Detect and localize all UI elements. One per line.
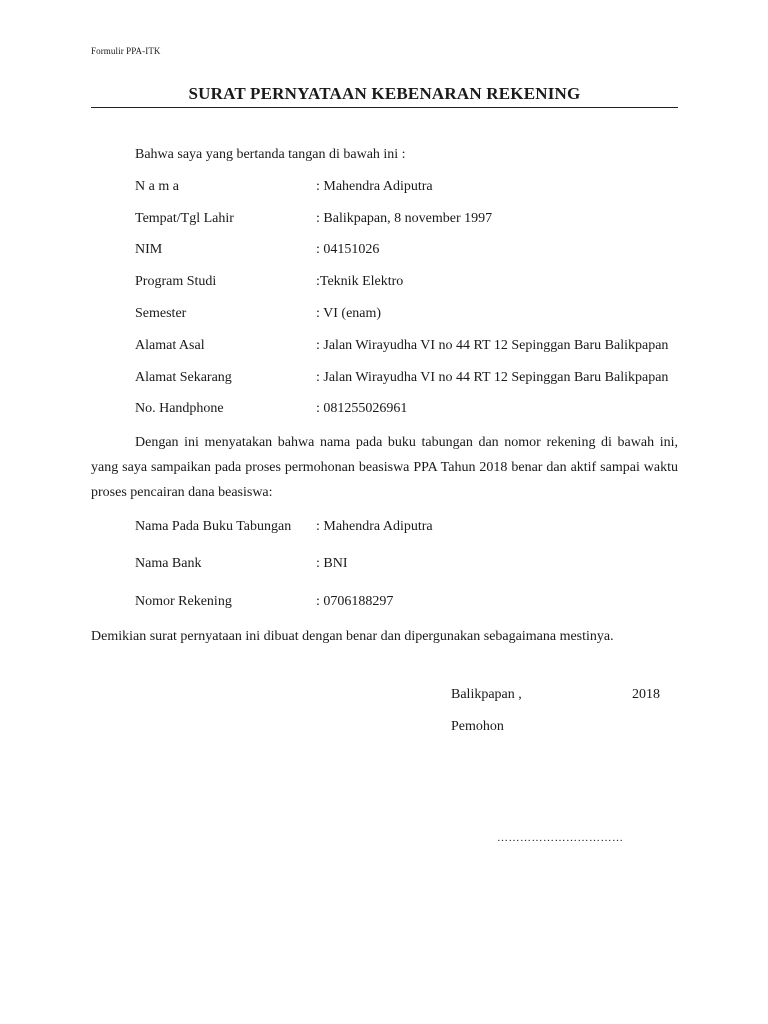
identity-label: Program Studi xyxy=(135,274,217,289)
form-code: Formulir PPA-ITK xyxy=(91,46,161,56)
identity-value: : Jalan Wirayudha VI no 44 RT 12 Sepinggan Baru Balikpapan xyxy=(316,370,669,385)
closing-text: Demikian surat pernyataan ini dibuat dengan benar dan dipergunakan sebagaimana mestinya. xyxy=(91,629,614,644)
intro-text: Bahwa saya yang bertanda tangan di bawah ini : xyxy=(135,147,406,162)
identity-label: NIM xyxy=(135,242,163,257)
identity-label: Tempat/Tgl Lahir xyxy=(135,211,234,226)
signature-line: …………………………… xyxy=(497,832,624,844)
bank-value: : 0706188297 xyxy=(316,594,394,609)
bank-value: : Mahendra Adiputra xyxy=(316,519,433,534)
identity-value: : Jalan Wirayudha VI no 44 RT 12 Sepinggan Baru Balikpapan xyxy=(316,338,669,353)
bank-label: Nomor Rekening xyxy=(135,594,232,609)
bank-label: Nama Pada Buku Tabungan xyxy=(135,519,292,534)
bank-value: : BNI xyxy=(316,556,348,571)
title-underline xyxy=(91,107,678,108)
identity-label: Alamat Sekarang xyxy=(135,370,232,385)
identity-label: N a m a xyxy=(135,179,179,194)
identity-label: Semester xyxy=(135,306,187,321)
identity-label: Alamat Asal xyxy=(135,338,205,353)
signature-place: Balikpapan , xyxy=(451,687,522,702)
statement-paragraph: Dengan ini menyatakan bahwa nama pada buku tabungan dan nomor rekening di bawah ini, yang saya sampaikan pada proses permohonan beasiswa PPA Tahun 2018 benar dan aktif sampai waktu proses pencairan dana beasiswa: xyxy=(91,435,678,500)
identity-value: :Teknik Elektro xyxy=(316,274,404,289)
identity-value: : VI (enam) xyxy=(316,306,382,321)
applicant-label: Pemohon xyxy=(451,719,504,734)
identity-value: : Mahendra Adiputra xyxy=(316,179,433,194)
identity-value: : 04151026 xyxy=(316,242,380,257)
bank-label: Nama Bank xyxy=(135,556,202,571)
signature-year: 2018 xyxy=(632,687,660,702)
document-title: SURAT PERNYATAAN KEBENARAN REKENING xyxy=(188,84,581,103)
identity-value: : Balikpapan, 8 november 1997 xyxy=(316,211,493,226)
identity-value: : 081255026961 xyxy=(316,401,408,416)
identity-label: No. Handphone xyxy=(135,401,224,416)
